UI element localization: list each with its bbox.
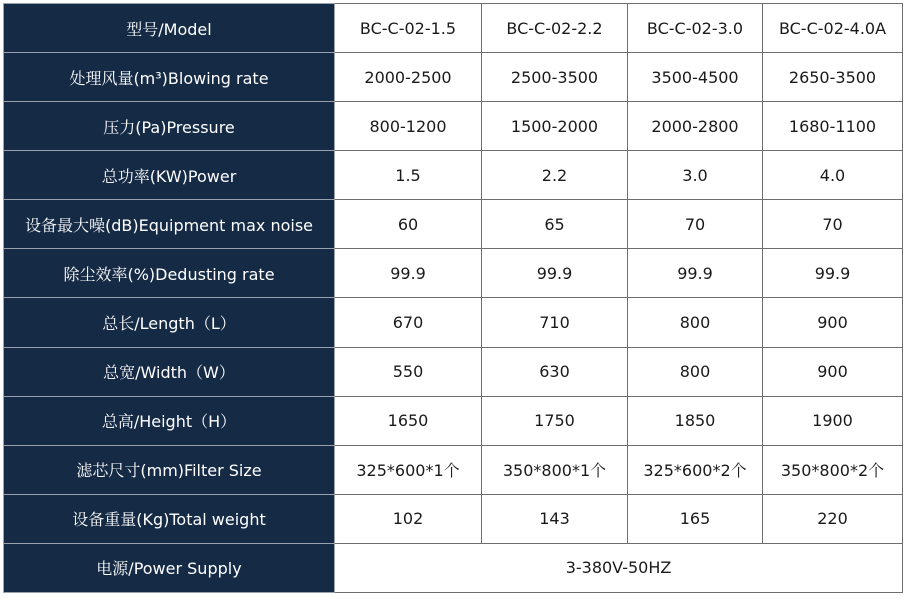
table-cell: 800: [628, 347, 763, 396]
row-label-power: 总功率(KW)Power: [4, 151, 335, 200]
row-label-model: 型号/Model: [4, 4, 335, 53]
table-cell: 70: [628, 200, 763, 249]
table-cell: 65: [482, 200, 628, 249]
table-cell: 220: [763, 494, 903, 543]
model-name-2: BC-C-02-2.2: [482, 4, 628, 53]
table-cell: 143: [482, 494, 628, 543]
power-supply-value: 3-380V-50HZ: [335, 543, 903, 592]
table-row-width: [4, 347, 903, 396]
spec-table: [3, 3, 903, 593]
table-cell: 2000-2800: [628, 102, 763, 151]
row-label-total-weight: 设备重量(Kg)Total weight: [4, 494, 335, 543]
table-cell: 60: [335, 200, 482, 249]
table-cell: 325*600*2个: [628, 445, 763, 494]
table-cell: 350*800*1个: [482, 445, 628, 494]
table-cell: 99.9: [763, 249, 903, 298]
row-label-length: 总长/Length（L）: [4, 298, 335, 347]
table-cell: 165: [628, 494, 763, 543]
row-label-dedusting-rate: 除尘效率(%)Dedusting rate: [4, 249, 335, 298]
row-label-power-supply: 电源/Power Supply: [4, 543, 335, 592]
table-cell: 4.0: [763, 151, 903, 200]
table-cell: 710: [482, 298, 628, 347]
table-cell: 1850: [628, 396, 763, 445]
table-row-total-weight: [4, 494, 903, 543]
row-label-pressure: 压力(Pa)Pressure: [4, 102, 335, 151]
table-cell: 670: [335, 298, 482, 347]
table-cell: 630: [482, 347, 628, 396]
table-cell: 1650: [335, 396, 482, 445]
table-cell: 325*600*1个: [335, 445, 482, 494]
table-cell: 550: [335, 347, 482, 396]
table-row-filter-size: [4, 445, 903, 494]
table-cell: 1900: [763, 396, 903, 445]
table-cell: 2650-3500: [763, 53, 903, 102]
table-cell: 99.9: [335, 249, 482, 298]
table-row-length: [4, 298, 903, 347]
table-cell: 800: [628, 298, 763, 347]
table-cell: 3500-4500: [628, 53, 763, 102]
table-cell: 70: [763, 200, 903, 249]
table-row-power-supply: [4, 543, 903, 592]
table-cell: 1750: [482, 396, 628, 445]
table-cell: 2500-3500: [482, 53, 628, 102]
row-label-width: 总宽/Width（W）: [4, 347, 335, 396]
row-label-height: 总高/Height（H）: [4, 396, 335, 445]
row-label-filter-size: 滤芯尺寸(mm)Filter Size: [4, 445, 335, 494]
table-row-blowing-rate: [4, 53, 903, 102]
table-cell: 99.9: [628, 249, 763, 298]
model-name-4: BC-C-02-4.0A: [763, 4, 903, 53]
model-name-3: BC-C-02-3.0: [628, 4, 763, 53]
table-cell: 900: [763, 298, 903, 347]
table-cell: 3.0: [628, 151, 763, 200]
table-cell: 900: [763, 347, 903, 396]
table-row-noise: [4, 200, 903, 249]
table-row-dedusting-rate: [4, 249, 903, 298]
table-row-pressure: [4, 102, 903, 151]
table-cell: 350*800*2个: [763, 445, 903, 494]
table-cell: 800-1200: [335, 102, 482, 151]
table-row-height: [4, 396, 903, 445]
table-cell: 102: [335, 494, 482, 543]
row-label-noise: 设备最大噪(dB)Equipment max noise: [4, 200, 335, 249]
table-cell: 2.2: [482, 151, 628, 200]
table-row-power: [4, 151, 903, 200]
table-cell: 99.9: [482, 249, 628, 298]
row-label-blowing-rate: 处理风量(m³)Blowing rate: [4, 53, 335, 102]
table-row-model: [4, 4, 903, 53]
table-cell: 1.5: [335, 151, 482, 200]
table-cell: 1500-2000: [482, 102, 628, 151]
model-name-1: BC-C-02-1.5: [335, 4, 482, 53]
table-cell: 1680-1100: [763, 102, 903, 151]
table-cell: 2000-2500: [335, 53, 482, 102]
